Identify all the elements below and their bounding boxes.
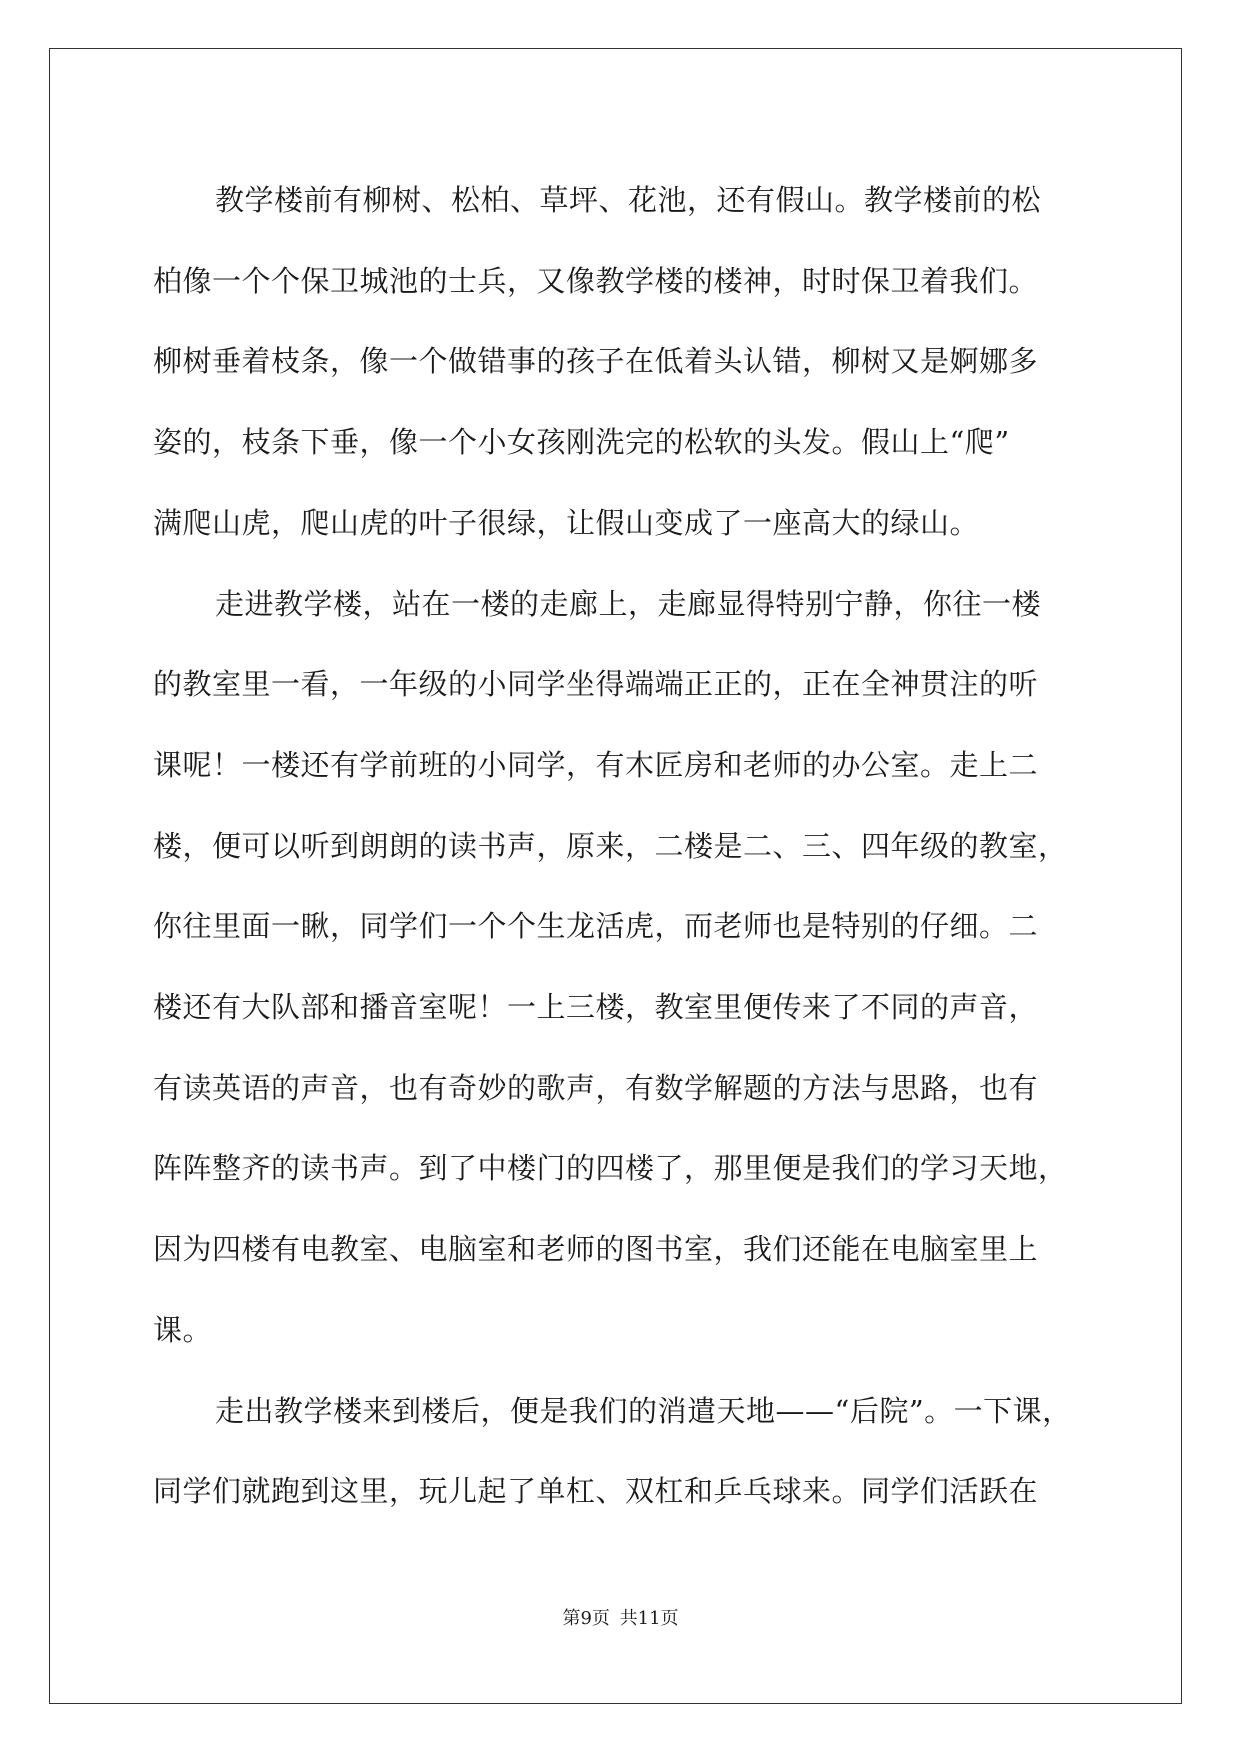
current-page-number: 第9页 (562, 1608, 610, 1629)
paragraph-3 (153, 1371, 1083, 1532)
text-line: 因为四楼有电教室、电脑室和老师的图书室，我们还能在电脑室里上 (153, 1232, 1039, 1267)
text-line: 走进教学楼，站在一楼的走廊上，走廊显得特别宁静，你往一楼 (215, 586, 1042, 621)
paragraph-1 (153, 160, 1083, 564)
text-line: 的教室里一看，一年级的小同学坐得端端正正的，正在全神贯注的听 (153, 667, 1039, 702)
text-line: 满爬山虎，爬山虎的叶子很绿，让假山变成了一座高大的绿山。 (153, 505, 980, 540)
text-line: 课呢！一楼还有学前班的小同学，有木匠房和老师的办公室。走上二 (153, 747, 1039, 782)
page-footer (0, 1604, 1241, 1630)
text-line: 楼还有大队部和播音室呢！一上三楼，教室里便传来了不同的声音， (153, 990, 1039, 1025)
text-line: 课。 (153, 1312, 213, 1347)
text-line: 教学楼前有柳树、松柏、草坪、花池，还有假山。教学楼前的松 (215, 183, 1042, 217)
paragraph-2 (153, 564, 1083, 1371)
text-line: 同学们就跑到这里，玩儿起了单杠、双杠和乒乓球来。同学们活跃在 (153, 1474, 1039, 1509)
text-line: 阵阵整齐的读书声。到了中楼门的四楼了，那里便是我们的学习天地， (153, 1151, 1068, 1186)
text-line: 你往里面一瞅，同学们一个个生龙活虎，而老师也是特别的仔细。二 (153, 909, 1039, 944)
text-line: 楼，便可以听到朗朗的读书声，原来，二楼是二、三、四年级的教室， (153, 828, 1068, 863)
text-line: 柳树垂着枝条，像一个做错事的孩子在低着头认错，柳树又是婀娜多 (153, 344, 1039, 379)
document-body (153, 160, 1083, 1532)
text-line: 姿的，枝条下垂，像一个小女孩刚洗完的松软的头发。假山上“爬” (153, 425, 1010, 460)
text-line: 柏像一个个保卫城池的士兵，又像教学楼的楼神，时时保卫着我们。 (153, 263, 1039, 298)
text-line: 有读英语的声音，也有奇妙的歌声，有数学解题的方法与思路，也有 (153, 1070, 1039, 1105)
total-pages: 共11页 (619, 1608, 679, 1629)
text-line: 走出教学楼来到楼后，便是我们的消遣天地——“后院”。一下课， (215, 1393, 1072, 1428)
